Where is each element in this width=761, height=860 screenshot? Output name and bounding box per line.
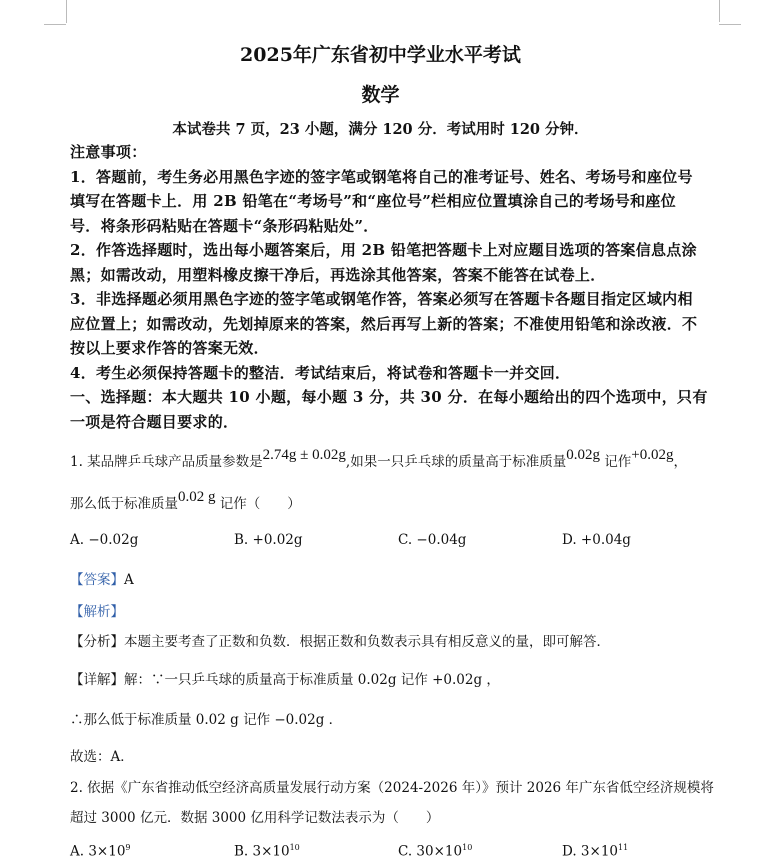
q1-fenxi xyxy=(70,630,610,650)
q2-line2: 超过 3000 亿元．数据 3000 亿用科学记数法表示为（ ） xyxy=(70,810,440,826)
option-exponent: 10 xyxy=(289,843,300,852)
q1-analysis-tag: 【解析】 xyxy=(70,604,124,620)
q2-option-a xyxy=(70,843,131,860)
option-label: C. 30×10 xyxy=(398,843,463,860)
q1-answer xyxy=(70,568,134,588)
q2-option-d xyxy=(562,843,628,860)
q1-math: +0.02g xyxy=(631,447,674,463)
q1-text: 1. 某品牌乒乓球产品质量参数是 xyxy=(70,454,263,470)
exam-subject: 数学 xyxy=(361,84,400,106)
notes-line: 2．作答选择题时，选出每小题答案后，用 2B 铅笔把答题卡上对应题目选项的答案信息点涂 xyxy=(70,241,697,259)
crop-mark-left-h xyxy=(44,24,66,25)
q1-option-c: C. −0.04g xyxy=(398,532,467,548)
notes-line: 1．答题前，考生务必用黑色字迹的签字笔或钢笔将自己的准考证号、姓名、考场号和座位号 xyxy=(70,167,693,186)
fenxi-tag: 【分析】 xyxy=(70,634,124,650)
q1-line1 xyxy=(70,447,687,471)
crop-mark-right xyxy=(719,0,720,22)
q1-text: 记作（ ） xyxy=(219,496,301,512)
q1-math: 2.74g ± 0.02g xyxy=(262,447,346,463)
notes-line: 按以上要求作答的答案无效． xyxy=(70,339,269,357)
q1-text: ， xyxy=(673,454,687,470)
notes-line: 4．考生必须保持答题卡的整洁．考试结束后，将试卷和答题卡一并交回． xyxy=(70,363,571,382)
fenxi-text: 本题主要考查了正数和负数．根据正数和负数表示具有相反意义的量，即可解答． xyxy=(124,634,610,650)
q1-option-a: A. −0.02g xyxy=(70,532,139,548)
q2-option-b xyxy=(234,843,300,860)
notes-heading: 注意事项： xyxy=(70,143,147,161)
q1-option-d: D. +0.04g xyxy=(562,532,631,548)
answer-tag: 【答案】 xyxy=(70,572,124,588)
exam-info: 本试卷共 7 页，23 小题，满分 120 分．考试用时 120 分钟． xyxy=(172,121,589,138)
notes-line: 填写在答题卡上．用 2B 铅笔在“考场号”和“座位号”栏相应位置填涂自己的考场号和座位 xyxy=(70,192,676,210)
q1-detail-2: ∴那么低于标准质量 0.02 g 记作 −0.02g ． xyxy=(70,712,343,728)
q1-option-b: B. +0.02g xyxy=(234,532,303,548)
answer-value: A xyxy=(124,572,134,588)
exam-title: 2025年广东省初中学业水平考试 xyxy=(240,44,521,66)
detail-text: 解：∵一只乒乓球的质量高于标准质量 0.02g 记作 +0.02g ， xyxy=(124,672,500,688)
notes-line: 应位置上；如需改动，先划掉原来的答案，然后再写上新的答案；不准使用铅笔和涂改液．不 xyxy=(70,314,698,333)
option-label: A. 3×10 xyxy=(70,843,126,860)
crop-mark-left xyxy=(66,0,67,23)
notes-line: 号．将条形码粘贴在答题卡“条形码粘贴处”． xyxy=(70,216,379,235)
notes-line: 3．非选择题必须用黑色字迹的签字笔或钢笔作答，答案必须写在答题卡各题目指定区域内相 xyxy=(70,290,693,308)
crop-mark-right-h xyxy=(719,24,741,25)
q2-line1: 2. 依据《广东省推动低空经济高质量发展行动方案（2024-2026 年）》预计 2026 年广东省低空经济规模将 xyxy=(70,780,714,796)
q1-math: 0.02 g xyxy=(178,489,216,505)
q1-choose: 故选：A． xyxy=(70,749,134,765)
q1-text: ,如果一只乒乓球的质量高于标准质量 xyxy=(345,454,567,470)
q1-detail xyxy=(70,668,500,688)
notes-line: 黑；如需改动，用塑料橡皮擦干净后，再选涂其他答案，答案不能答在试卷上． xyxy=(70,265,606,284)
option-label: D. 3×10 xyxy=(562,843,619,860)
option-exponent: 10 xyxy=(462,843,473,852)
q1-math: 0.02g xyxy=(566,447,600,463)
option-label: B. 3×10 xyxy=(234,843,290,860)
q1-text: 那么低于标准质量 xyxy=(70,496,178,512)
option-exponent: 9 xyxy=(125,843,131,852)
section-heading-cont: 一项是符合题目要求的． xyxy=(70,412,239,431)
notes-block xyxy=(70,140,725,434)
option-exponent: 11 xyxy=(618,843,629,852)
q1-line2 xyxy=(70,489,301,513)
q1-text: 记作 xyxy=(604,454,632,470)
q2-option-c xyxy=(398,843,472,860)
section-heading: 一、选择题：本大题共 10 小题，每小题 3 分，共 30 分．在每小题给出的四个选项中，只有 xyxy=(70,388,708,406)
detail-tag: 【详解】 xyxy=(70,672,124,688)
